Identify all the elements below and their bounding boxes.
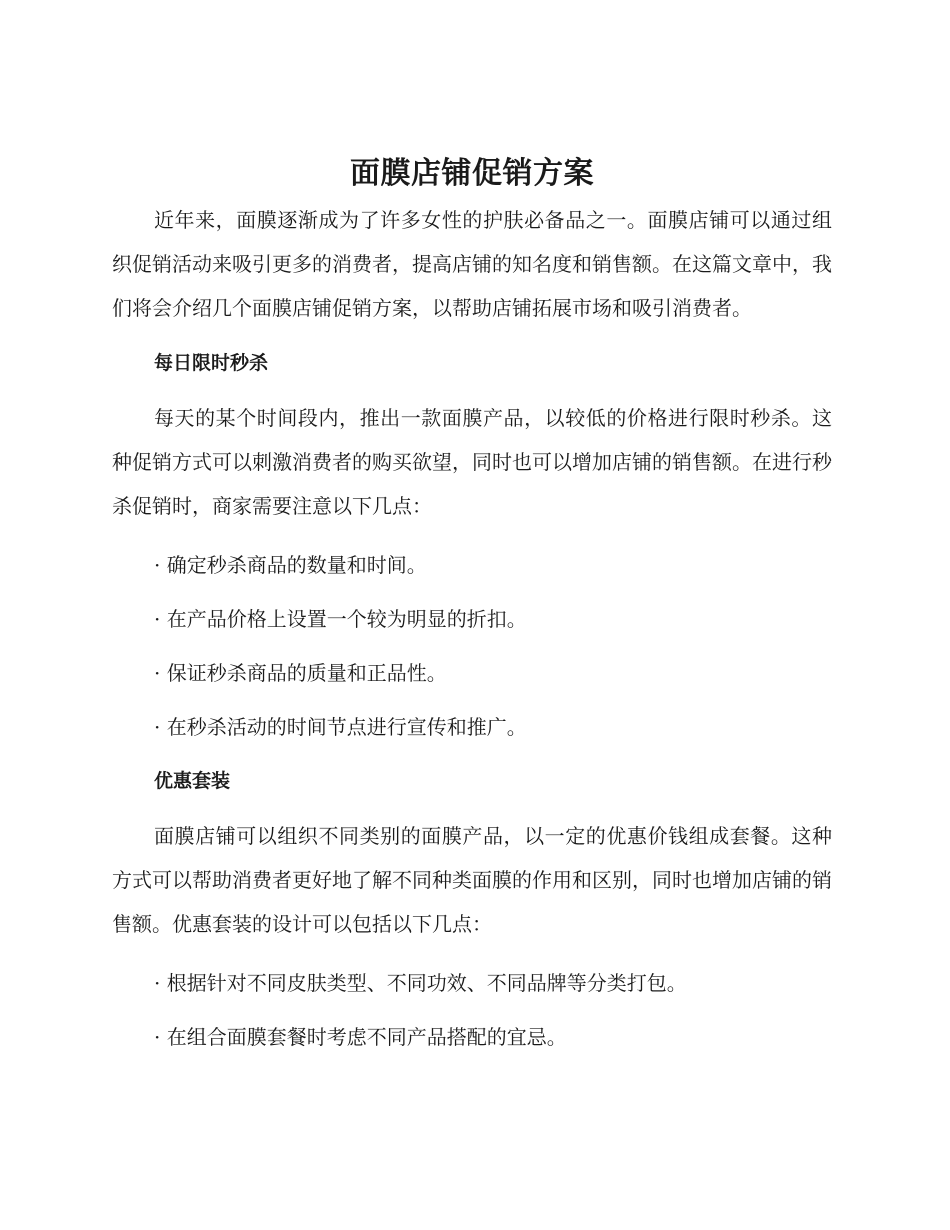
document-page <box>112 150 832 1064</box>
section-body-flash-sale: 每天的某个时间段内，推出一款面膜产品，以较低的价格进行限时秒杀。这种促销方式可以刺激消费者的购买欲望，同时也可以增加店铺的销售额。在进行秒杀促销时，商家需要注意以下几点： <box>112 406 832 518</box>
document-title: 面膜店铺促销方案 <box>350 156 594 191</box>
intro-paragraph: 近年来，面膜逐渐成为了许多女性的护肤必备品之一。面膜店铺可以通过组织促销活动来吸引更多的消费者，提高店铺的知名度和销售额。在这篇文章中，我们将会介绍几个面膜店铺促销方案，以帮助店铺拓展市场和吸引消费者。 <box>112 208 832 320</box>
section-heading-flash-sale: 每日限时秒杀 <box>154 352 269 374</box>
bullet-item: · 在秒杀活动的时间节点进行宣传和推广。 <box>154 715 527 739</box>
section-body-bundle: 面膜店铺可以组织不同类别的面膜产品，以一定的优惠价钱组成套餐。这种方式可以帮助消费者更好地了解不同种类面膜的作用和区别，同时也增加店铺的销售额。优惠套装的设计可以包括以下几点： <box>112 824 832 936</box>
bullet-item: · 在组合面膜套餐时考虑不同产品搭配的宜忌。 <box>154 1025 567 1049</box>
bullet-item: · 在产品价格上设置一个较为明显的折扣。 <box>154 607 527 631</box>
section-heading-bundle: 优惠套装 <box>154 770 231 792</box>
bullet-item: · 确定秒杀商品的数量和时间。 <box>154 553 427 577</box>
bullet-item: · 根据针对不同皮肤类型、不同功效、不同品牌等分类打包。 <box>154 971 687 995</box>
bullet-item: · 保证秒杀商品的质量和正品性。 <box>154 661 447 685</box>
